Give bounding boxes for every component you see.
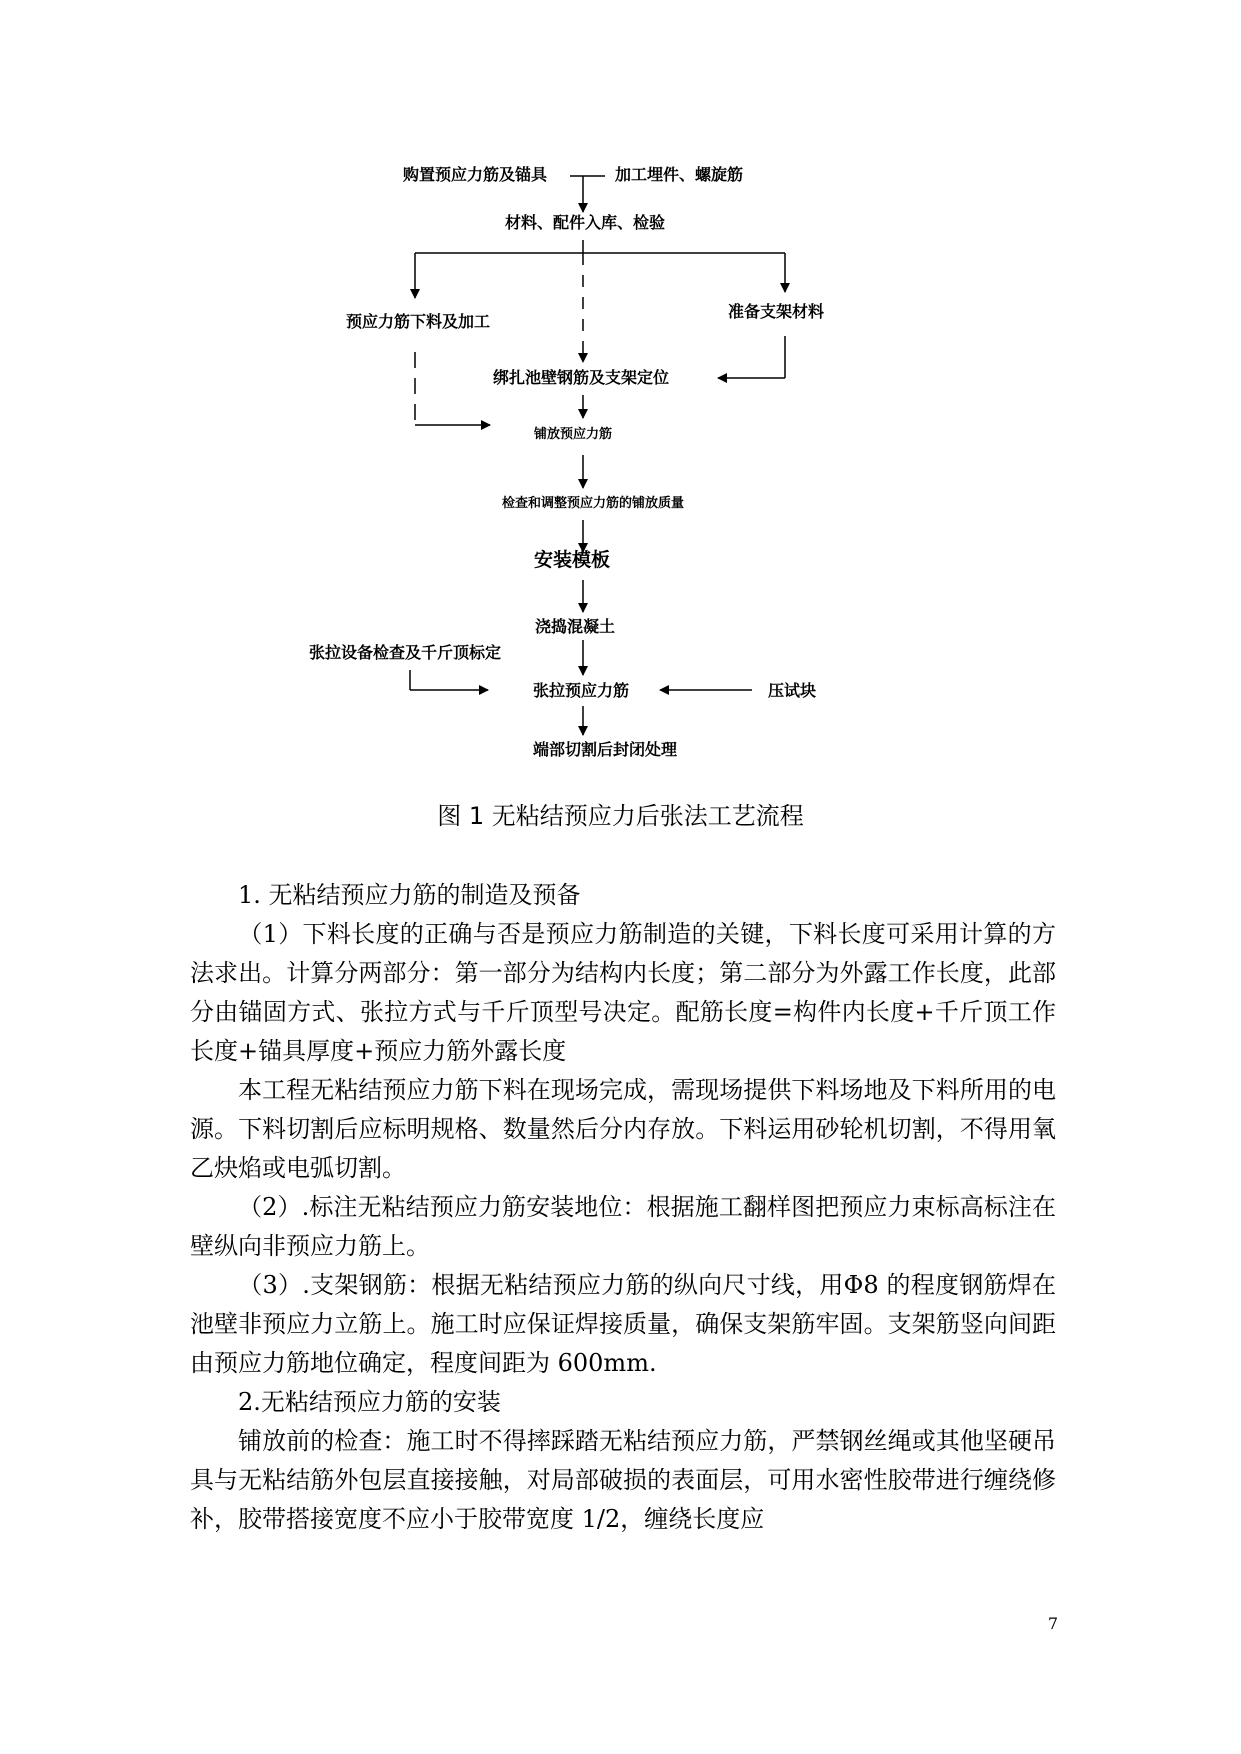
node-end-sealing: 端部切割后封闭处理 <box>533 740 678 759</box>
node-buy-tendons: 购置预应力筋及锚具 <box>403 165 548 184</box>
node-pour-concrete: 浇捣混凝土 <box>535 617 616 636</box>
paragraph-3 <box>190 1188 1056 1266</box>
figure-caption: 图 1 无粘结预应力后张法工艺流程 <box>437 802 804 830</box>
section-heading-1: 1. 无粘结预应力筋的制造及预备 <box>238 881 581 909</box>
paragraph-2-text: 本工程无粘结预应力筋下料在现场完成，需现场提供下料场地及下料所用的电源。下料切割后应标明规格、数量然后分内存放。下料运用砂轮机切割，不得用氧乙炔焰或电弧切割。 <box>190 1076 1056 1182</box>
paragraph-4 <box>190 1266 1056 1383</box>
node-support-materials: 准备支架材料 <box>728 302 825 321</box>
node-bind-rebar: 绑扎池壁钢筋及支架定位 <box>493 368 670 387</box>
page-number: 7 <box>1047 1614 1058 1633</box>
paragraph-1 <box>190 915 1056 1071</box>
node-embedded-parts: 加工埋件、螺旋筋 <box>615 165 744 184</box>
node-install-formwork: 安装模板 <box>534 549 611 571</box>
node-cut-tendons: 预应力筋下料及加工 <box>346 312 491 331</box>
node-lay-tendons: 铺放预应力筋 <box>534 427 613 442</box>
node-equipment-check: 张拉设备检查及千斤顶标定 <box>309 643 502 662</box>
paragraph-5-text: 铺放前的检查：施工时不得摔踩踏无粘结预应力筋，严禁钢丝绳或其他坚硬吊具与无粘结筋外包层直接接触，对局部破损的表面层，可用水密性胶带进行缠绕修补，胶带搭接宽度不应小于胶带宽度 1/2，缠绕长度应 <box>190 1427 1056 1533</box>
node-test-block: 压试块 <box>768 681 817 700</box>
paragraph-2 <box>190 1071 1056 1188</box>
paragraph-3-text: （2）.标注无粘结预应力筋安装地位：根据施工翻样图把预应力束标高标注在壁纵向非预应力筋上。 <box>190 1193 1056 1260</box>
node-tension-tendons: 张拉预应力筋 <box>533 681 630 700</box>
process-flowchart <box>0 0 1241 780</box>
section-heading-2: 2.无粘结预应力筋的安装 <box>238 1388 501 1416</box>
paragraph-5 <box>190 1422 1056 1539</box>
node-check-laying: 检查和调整预应力筋的铺放质量 <box>502 496 685 511</box>
paragraph-1-text: （1）下料长度的正确与否是预应力筋制造的关键，下料长度可采用计算的方法求出。计算分两部分：第一部分为结构内长度；第二部分为外露工作长度，此部分由锚固方式、张拉方式与千斤顶型号决定。配筋长度=构件内长度+千斤顶工作长度+锚具厚度+预应力筋外露长度 <box>190 920 1056 1065</box>
node-materials-inspection: 材料、配件入库、检验 <box>505 213 666 232</box>
paragraph-4-text: （3）.支架钢筋：根据无粘结预应力筋的纵向尺寸线，用Φ8 的程度钢筋焊在池壁非预应力立筋上。施工时应保证焊接质量，确保支架筋牢固。支架筋竖向间距由预应力筋地位确定，程度间距为 600mm. <box>190 1271 1056 1377</box>
